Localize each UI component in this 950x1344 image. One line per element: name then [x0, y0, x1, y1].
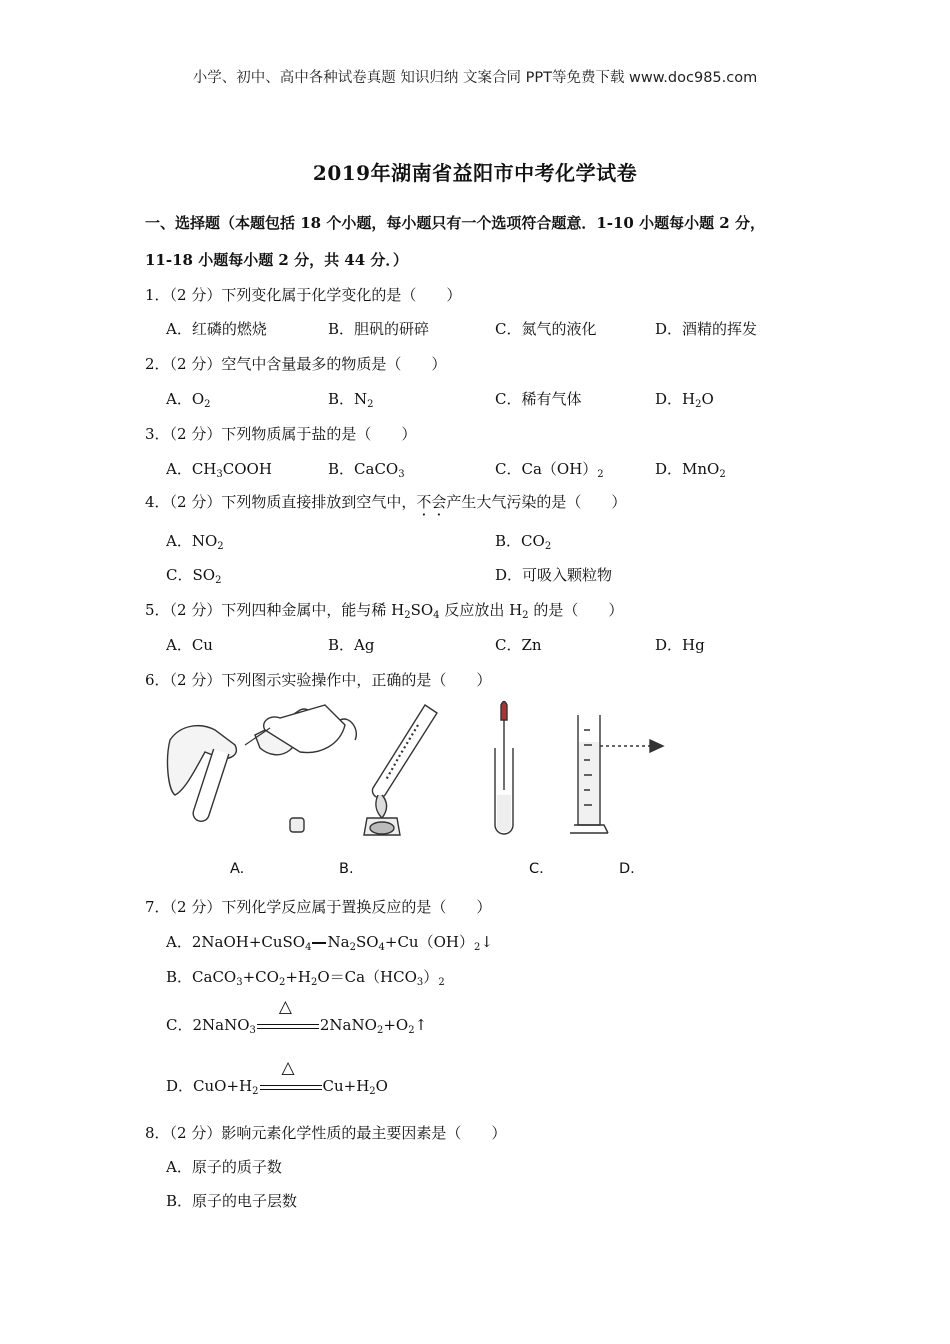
section-heading-line2: 11-18 小题每小题 2 分，共 44 分．） [145, 251, 408, 269]
q3-option-d[interactable]: D．MnO$_2$ [655, 460, 726, 480]
question-8-stem: 8．（2 分）影响元素化学性质的最主要因素是（ ） [145, 1124, 507, 1142]
question-2-stem: 2．（2 分）空气中含量最多的物质是（ ） [145, 355, 447, 373]
question-1-stem: 1．（2 分）下列变化属于化学变化的是（ ） [145, 286, 462, 304]
q5-option-c[interactable]: C．Zn [495, 636, 542, 654]
q4-option-d[interactable]: D．可吸入颗粒物 [495, 566, 613, 584]
figure-d-cylinder [570, 715, 663, 833]
q1-option-a[interactable]: A．红磷的燃烧 [166, 320, 267, 338]
q7-option-c[interactable]: C．2NaNO$_3$ △ $2NaNO_2+O_2↑$ [166, 997, 428, 1036]
heating-condition [260, 1058, 322, 1094]
figure-c-dropper [495, 702, 513, 835]
q8-option-b[interactable]: B．原子的电子层数 [166, 1192, 298, 1210]
q4-option-c[interactable]: C．$SO_2$ [166, 566, 222, 586]
figure-a-pouring [168, 705, 357, 832]
question-4-stem: 4．（2 分）下列物质直接排放到空气中，不会产生大气污染的是（ ） [145, 493, 627, 511]
q1-option-c[interactable]: C．氮气的液化 [495, 320, 597, 338]
q4-option-b[interactable]: B．$CO_2$ [495, 532, 552, 552]
emphasis-mark-1: 不 [416, 493, 432, 511]
lab-operations-figure [160, 700, 680, 845]
q2-option-d[interactable]: D．$H_2O$ [655, 390, 714, 410]
site-header: 小学、初中、高中各种试卷真题 知识归纳 文案合同 PPT等免费下载 www.doc985.com [192, 70, 758, 86]
q7-option-d[interactable]: D．$CuO+H_2$ △ $Cu+H_2O$ [166, 1058, 388, 1097]
q3-option-a[interactable]: A．$CH_3COOH$ [166, 460, 272, 480]
q2-option-a[interactable]: A．$O_2$ [166, 390, 211, 410]
q6-option-c[interactable]: C. [529, 861, 544, 877]
q1-option-b[interactable]: B．胆矾的研碎 [328, 320, 430, 338]
q2-option-b[interactable]: B．$N_2$ [328, 390, 374, 410]
q5-option-d[interactable]: D．Hg [655, 636, 705, 654]
question-6-stem: 6．（2 分）下列图示实验操作中，正确的是（ ） [145, 671, 492, 689]
emphasis-mark-2: 会 [431, 493, 447, 511]
q7-option-a[interactable]: A．2NaOH+CuSO$_4$ $Na_2SO_4+Cu(OH)_2↓$ [166, 933, 493, 953]
page-title: 2019年湖南省益阳市中考化学试卷 [312, 161, 638, 185]
q3-option-c[interactable]: C．$Ca(OH)_2$ [495, 460, 604, 480]
q7-option-b[interactable]: B．$CaCO_3+CO_2+H_2O=Ca(HCO_3)_2$ [166, 968, 445, 988]
q6-option-a[interactable]: A. [230, 861, 245, 877]
delta-icon: △ [281, 1058, 295, 1078]
q3-option-b[interactable]: B．CaCO$_3$ [328, 460, 405, 480]
question-7-stem: 7．（2 分）下列化学反应属于置换反应的是（ ） [145, 898, 492, 916]
q6-option-b[interactable]: B. [339, 861, 354, 877]
q6-option-d[interactable]: D. [619, 861, 635, 877]
reaction-equals [312, 942, 326, 944]
q2-option-c[interactable]: C．稀有气体 [495, 390, 582, 408]
figure-b-heating [364, 705, 437, 835]
q8-option-a[interactable]: A．原子的质子数 [166, 1158, 282, 1176]
q4-option-a[interactable]: A．$NO_2$ [166, 532, 224, 552]
delta-icon: △ [278, 997, 292, 1017]
q5-option-b[interactable]: B．Ag [328, 636, 375, 654]
heating-condition [257, 997, 319, 1033]
section-heading-line1: 一、选择题（本题包括 18 个小题，每小题只有一个选项符合题意．1-10 小题每小题 2 分， [145, 214, 765, 232]
q1-option-d[interactable]: D．酒精的挥发 [655, 320, 758, 338]
question-3-stem: 3．（2 分）下列物质属于盐的是（ ） [145, 425, 417, 443]
question-5-stem: 5．（2 分）下列四种金属中，能与稀 $H_2SO_4$ 反应放出 $H_2$ 的是（ ） [145, 601, 624, 621]
q5-option-a[interactable]: A．Cu [166, 636, 213, 654]
